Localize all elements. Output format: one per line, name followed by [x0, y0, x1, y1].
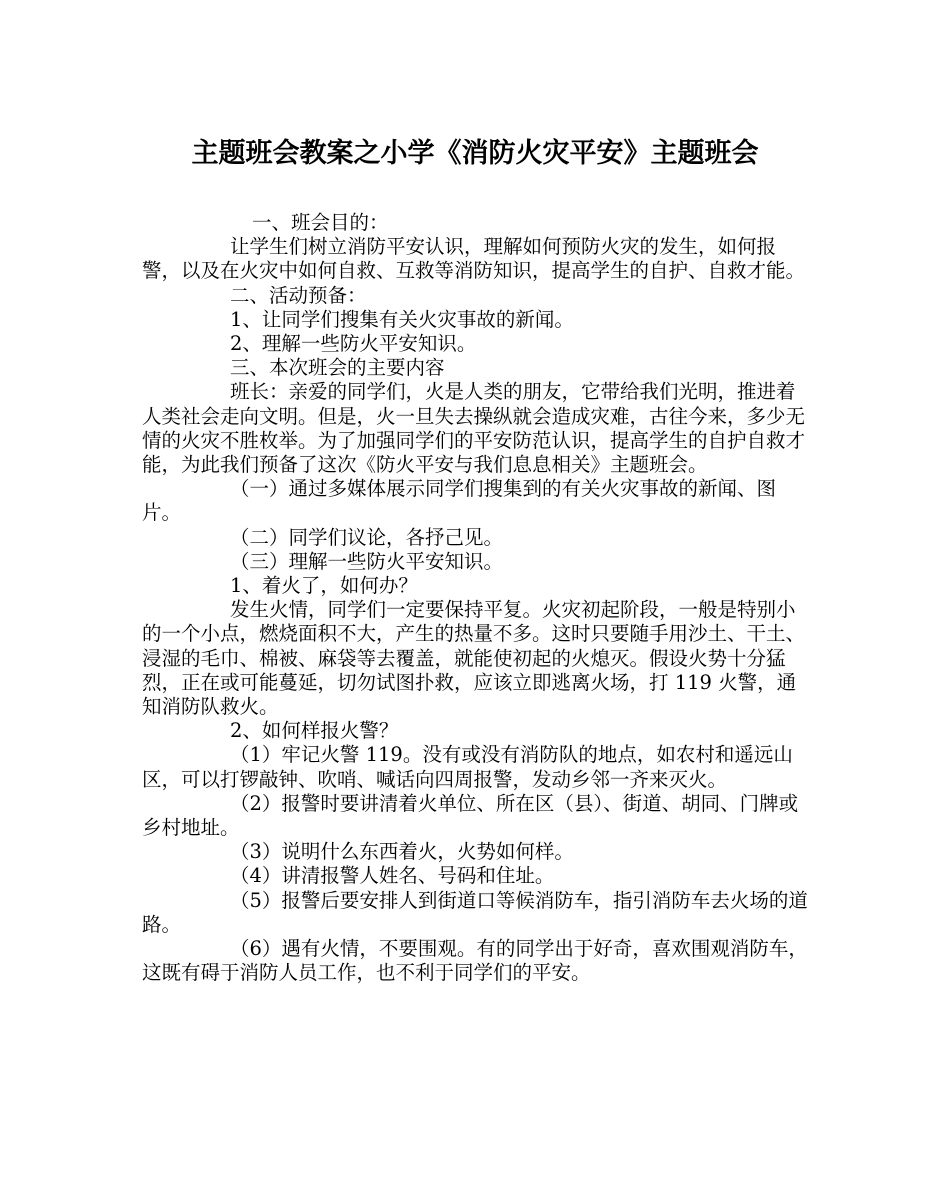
- paragraph: （三）理解一些防火平安知识。: [230, 549, 504, 573]
- paragraph: 班长：亲爱的同学们，火是人类的朋友，它带给我们光明，推进着人类社会走向文明。但是，火一旦失去操纵就会造成灾难，古往今来，多少无情的火灾不胜枚举。为了加强同学们的平安防范认识，提高学生的自护自救才能，为此我们预备了这次《防火平安与我们息息相关》主题班会。: [142, 380, 806, 477]
- list-item: 2、理解一些防火平安知识。: [230, 332, 477, 356]
- list-item: （2）报警时要讲清着火单位、所在区（县）、街道、胡同、门牌或乡村地址。: [142, 791, 799, 840]
- document-body: [142, 211, 812, 986]
- list-item: （4）讲清报警人姓名、号码和住址。: [230, 864, 555, 888]
- list-item: （3）说明什么东西着火，火势如何样。: [230, 840, 574, 864]
- section-heading: 二、活动预备：: [230, 283, 367, 307]
- subheading: 2、如何样报火警？: [230, 719, 399, 743]
- paragraph: （一）通过多媒体展示同学们搜集到的有关火灾事故的新闻、图片。: [142, 477, 777, 525]
- section-heading: 三、本次班会的主要内容: [230, 356, 445, 380]
- paragraph: 让学生们树立消防平安认识，理解如何预防火灾的发生，如何报警，以及在火灾中如何自救、互救等消防知识，提高学生的自护、自救才能。: [142, 235, 806, 283]
- list-item: （5）报警后要安排人到街道口等候消防车，指引消防车去火场的道路。: [142, 888, 808, 936]
- list-item: （1）牢记火警 119。没有或没有消防队的地点，如农村和遥远山区，可以打锣敲钟、吹哨、喊话向四周报警，发动乡邻一齐来灭火。: [142, 743, 793, 791]
- list-item: （6）遇有火情，不要围观。有的同学出于好奇，喜欢围观消防车，这既有碍于消防人员工作，也不利于同学们的平安。: [142, 937, 808, 985]
- section-heading: 一、班会目的：: [252, 211, 389, 234]
- list-item: 1、让同学们搜集有关火灾事故的新闻。: [230, 307, 574, 331]
- subheading: 1、着火了，如何办？: [230, 574, 418, 598]
- paragraph: （二）同学们议论，各抒己见。: [230, 525, 504, 549]
- paragraph: 发生火情，同学们一定要保持平复。火灾初起阶段，一般是特别小的一个小点，燃烧面积不大，产生的热量不多。这时只要随手用沙土、干土、浸湿的毛巾、棉被、麻袋等去覆盖，就能使初起的火熄灭。假设火势十分猛烈，正在或可能蔓延，切勿试图扑救，应该立即逃离火场，打 119 火警，通知消防队救火。: [142, 598, 806, 719]
- document-title: 主题班会教案之小学《消防火灾平安》主题班会: [191, 138, 759, 169]
